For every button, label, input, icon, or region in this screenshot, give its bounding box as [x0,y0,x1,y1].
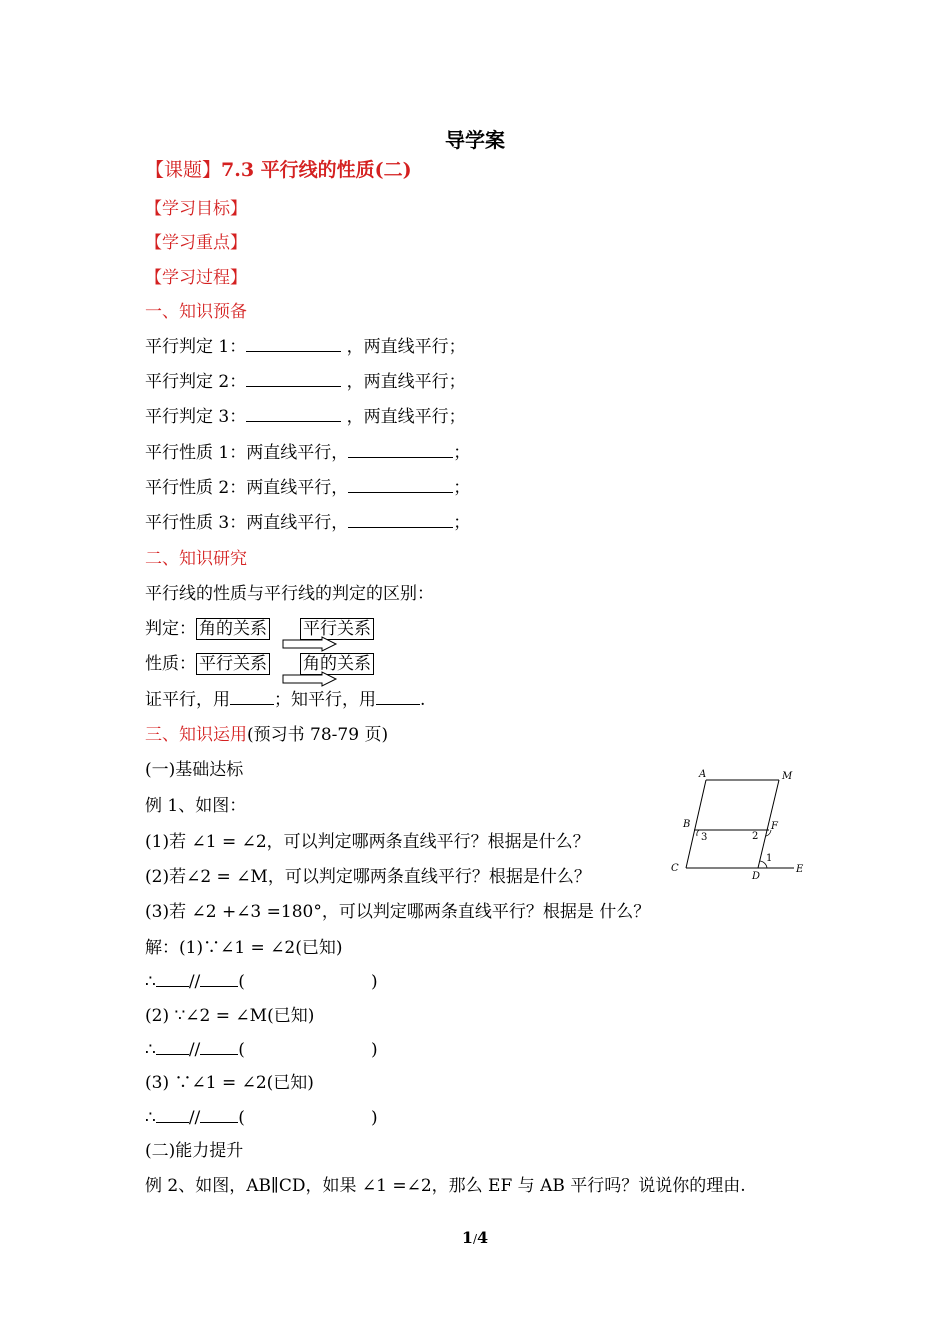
part3-heading: 三、知识运用 [145,725,247,745]
box-to: 角的关系 [300,653,374,675]
part2-heading: 二、知识研究 [145,549,247,569]
basic-heading: (一)基础达标 [145,760,244,780]
fill-blank[interactable] [246,335,341,352]
part3-note: (预习书 78-79 页) [247,725,389,745]
lesson-name: 7.3 平行线的性质(二) [221,159,412,181]
conclusion-line-2: ∴ // ( ) [145,1040,378,1060]
label-angle-1: 1 [766,853,773,864]
box-to: 平行关系 [300,618,374,640]
label-c: C [671,863,679,874]
section-key-points: 【学习重点】 [145,233,247,253]
current-page: 1 [461,1228,473,1247]
box-from: 角的关系 [196,618,270,640]
label-e: E [796,864,804,875]
fill-blank[interactable] [348,476,453,493]
lesson-title [145,158,412,182]
arrow-right-icon [282,671,338,687]
arrow-right-icon [282,636,338,652]
total-pages: 4 [477,1228,489,1247]
label-m: M [782,771,793,782]
fill-blank[interactable] [230,688,274,705]
fill-blank[interactable] [348,511,453,528]
fill-blank[interactable] [156,970,189,987]
conclusion-line-1: ∴ // ( ) [145,972,378,992]
question-3: (3)若 ∠2 +∠3 =180°，可以判定哪两条直线平行？根据是 什么？ [145,902,651,922]
fill-blank[interactable] [200,1038,238,1055]
fill-blank[interactable] [200,970,238,987]
label-b: B [683,819,691,830]
prop-line-2: 平行性质 2：两直线平行， ； [145,478,471,498]
fill-blank[interactable] [156,1106,189,1123]
geometry-figure [668,766,813,884]
solution-3: (3) ∵∠1 = ∠2(已知) [145,1073,314,1093]
solution-2: (2) ∵∠2 = ∠M(已知) [145,1006,315,1026]
advanced-heading: (二)能力提升 [145,1141,244,1161]
part3-heading-line [145,723,388,747]
part2-intro: 平行线的性质与平行线的判定的区别： [145,584,434,604]
fill-blank[interactable] [246,370,341,387]
judge-relation-row: 判定： 角的关系 平行关系 [145,617,374,641]
page-title: 导学案 [445,128,505,152]
judge-line-3: 平行判定 3： ，两直线平行； [145,407,466,427]
prop-relation-row: 性质： 平行关系 角的关系 [145,652,374,676]
solution-1: 解：(1)∵∠1 = ∠2(已知) [145,938,343,958]
example-2: 例 2、如图，AB∥CD，如果 ∠1 =∠2，那么 EF 与 AB 平行吗？说说你的理由. [145,1176,746,1196]
page-separator: / [472,1232,478,1246]
judge-line-1: 平行判定 1： ，两直线平行； [145,337,466,357]
section-process: 【学习过程】 [145,268,247,288]
fill-blank[interactable] [348,441,453,458]
angle-mark [697,830,699,836]
conclusion-line-3: ∴ // ( ) [145,1108,378,1128]
part2-summary: 证平行，用 ；知平行，用 . [145,690,426,710]
box-from: 平行关系 [196,653,270,675]
question-2: (2)若∠2 = ∠M，可以判定哪两条直线平行？根据是什么？ [145,867,591,887]
section-goals: 【学习目标】 [145,199,247,219]
part1-heading: 一、知识预备 [145,302,247,322]
lesson-tag: 【课题】 [145,159,222,181]
label-f: F [771,821,778,832]
label-d: D [752,871,761,882]
prop-line-1: 平行性质 1：两直线平行， ； [145,443,471,463]
prop-line-3: 平行性质 3：两直线平行， ； [145,513,471,533]
fill-blank[interactable] [200,1106,238,1123]
label-angle-3: 3 [701,832,708,843]
page-number [0,1228,950,1247]
fill-blank[interactable] [376,688,420,705]
label-angle-2: 2 [752,831,759,842]
fill-blank[interactable] [156,1038,189,1055]
label-a: A [699,769,707,780]
fill-blank[interactable] [246,405,341,422]
example-1: 例 1、如图： [145,796,247,816]
question-1: (1)若 ∠1 = ∠2，可以判定哪两条直线平行？根据是什么？ [145,832,590,852]
judge-line-2: 平行判定 2： ，两直线平行； [145,372,466,392]
